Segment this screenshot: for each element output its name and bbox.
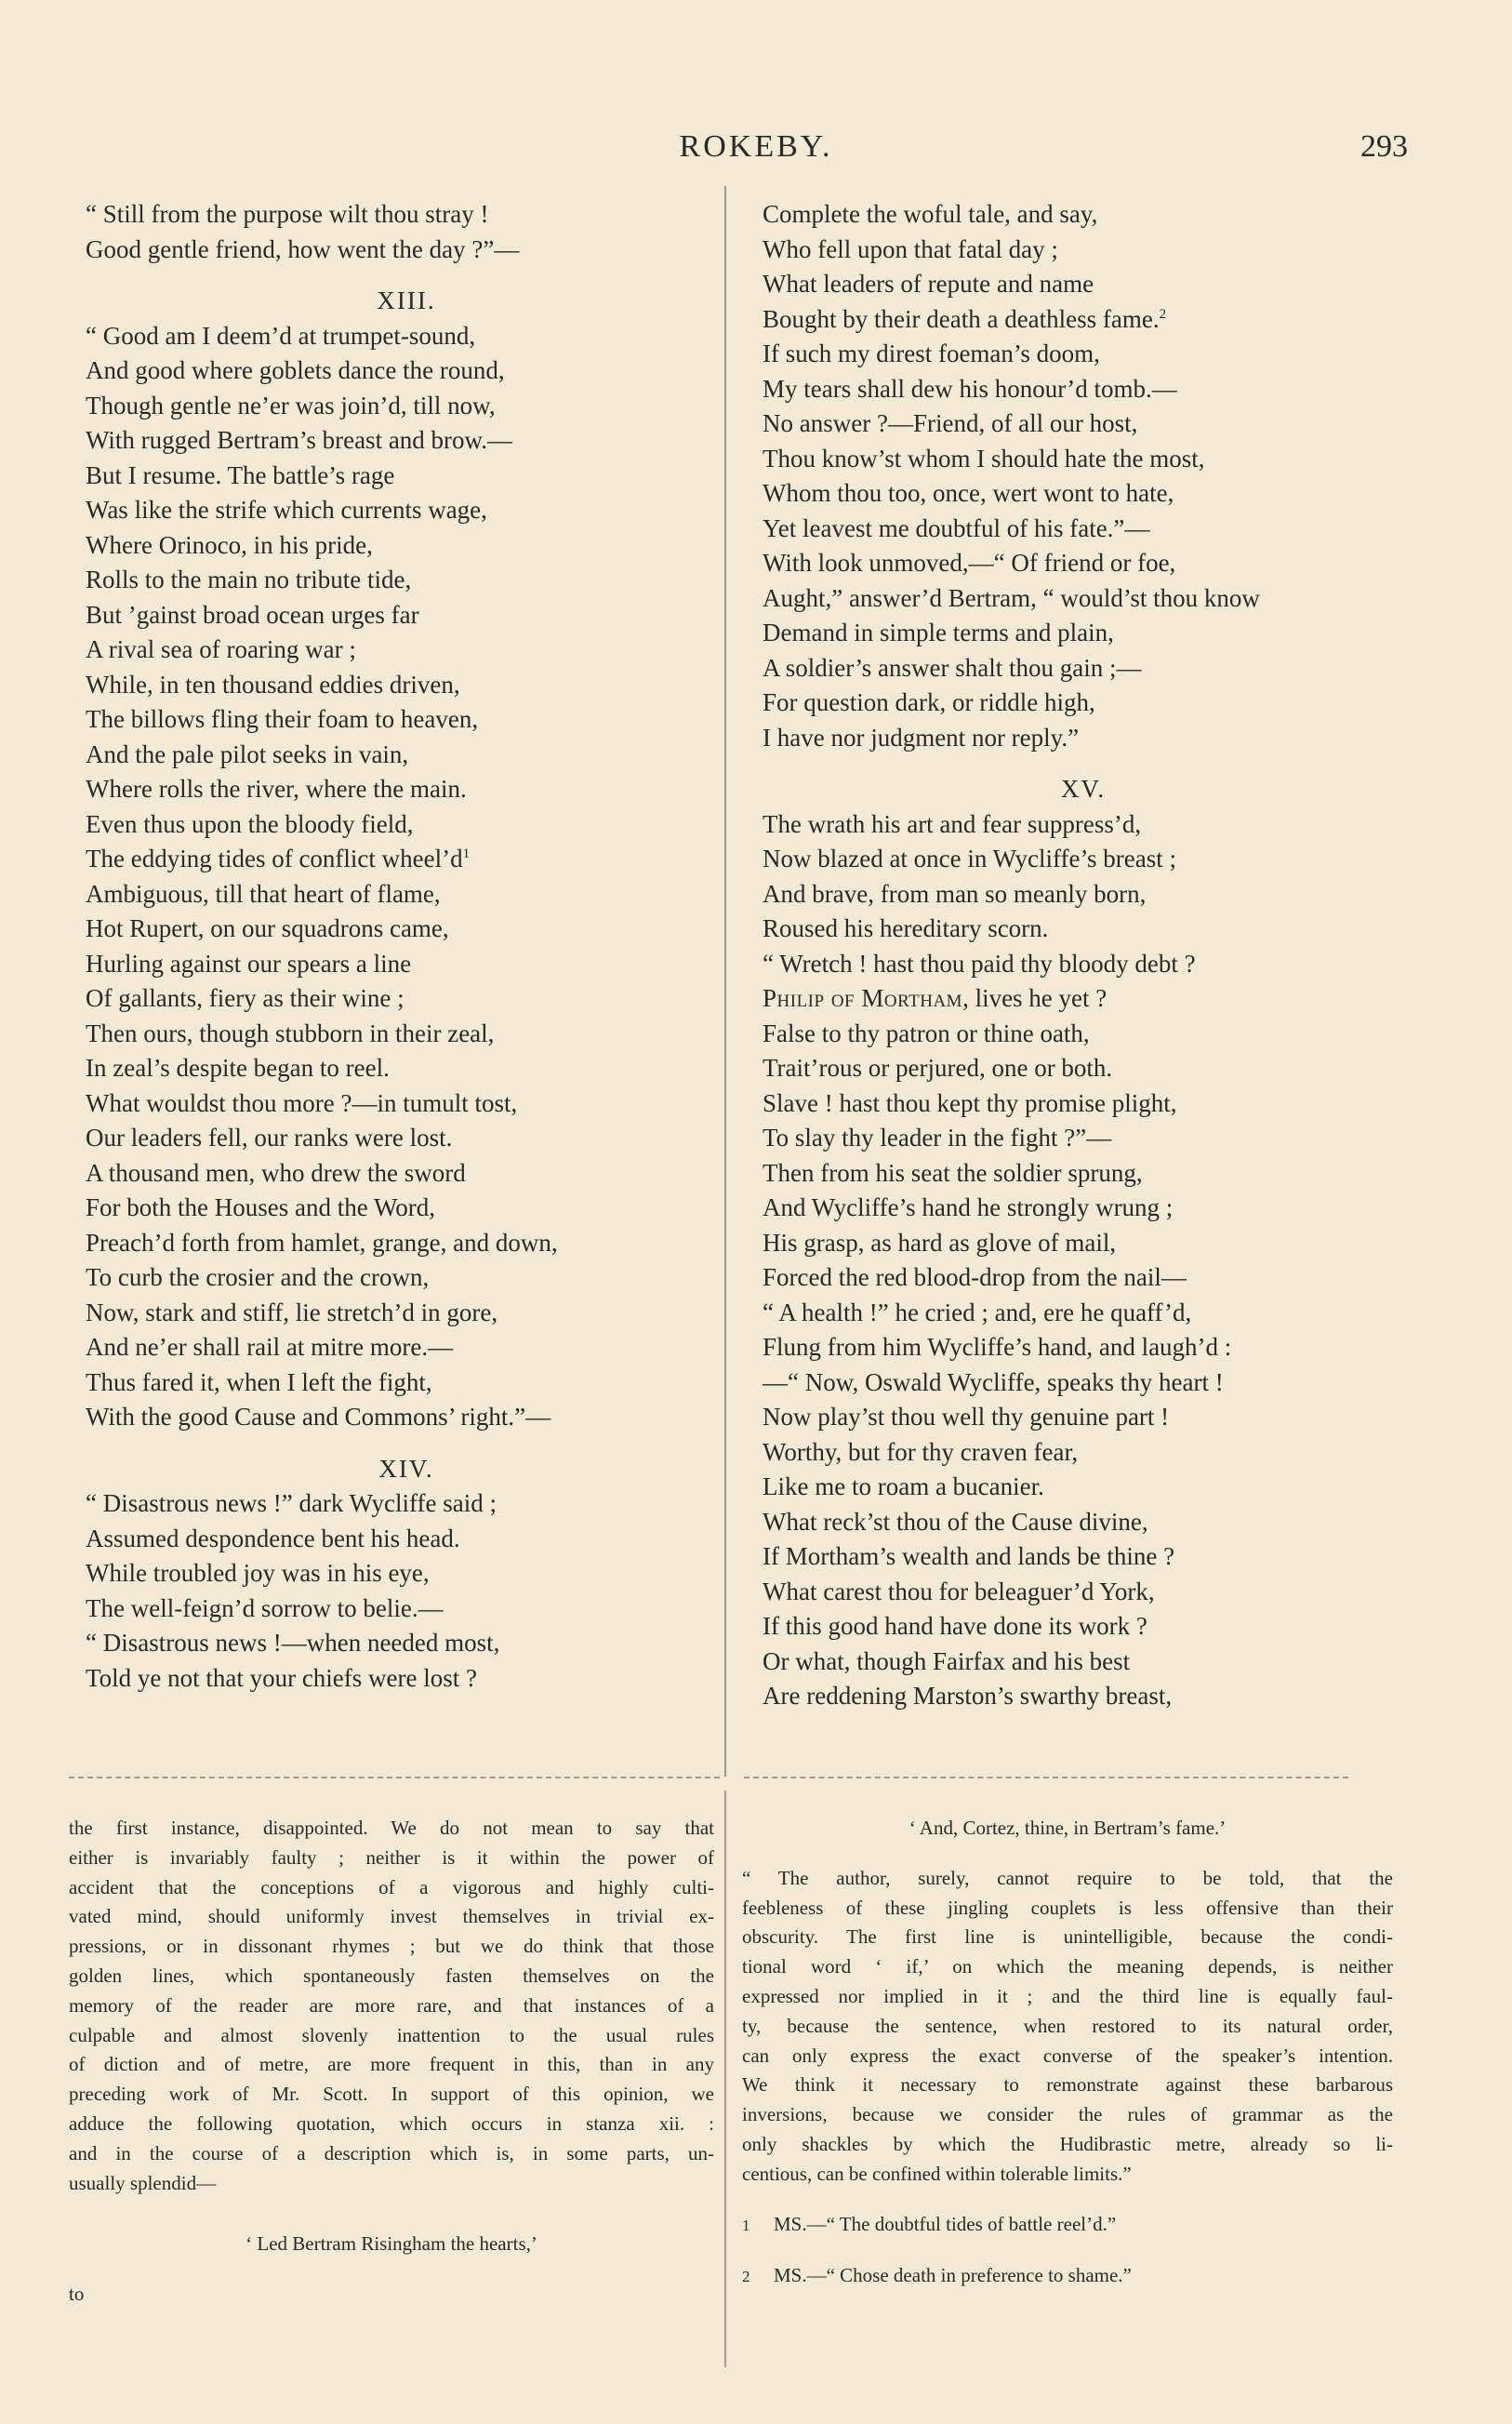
footnote-line: can only express the exact converse of the speaker’s intention.: [742, 2044, 1393, 2067]
verse-line: While, in ten thousand eddies driven,: [86, 670, 460, 699]
footnote-line: “ The author, surely, cannot require to be told, that the: [742, 1866, 1393, 1889]
verse-line: For question dark, or riddle high,: [763, 688, 1095, 716]
stanza-heading-xiv: XIV.: [378, 1454, 434, 1483]
footnote-notes: [742, 2210, 1393, 2292]
footnote-line: and in the course of a description which is, in some parts, un-: [69, 2141, 714, 2164]
verse-line: In zeal’s despite began to reel.: [86, 1054, 390, 1082]
verse-line: Where rolls the river, where the main.: [86, 775, 467, 803]
verse-line: “ Disastrous news !—when needed most,: [86, 1629, 500, 1657]
footnote-rule-left: [69, 1777, 720, 1778]
footnote-line: of diction and of metre, are more frequent in this, than in any: [69, 2053, 714, 2076]
footnote-line: expressed nor implied in it ; and the third line is equally faul-: [742, 1984, 1393, 2007]
verse-line: With rugged Bertram’s breast and brow.—: [86, 426, 513, 454]
verse-line: What wouldst thou more ?—in tumult tost,: [86, 1088, 518, 1117]
footnote-line: memory of the reader are more rare, and that instances of a: [69, 1993, 714, 2017]
stanza-xv-body-b: [763, 1017, 1404, 1714]
footnote-line: feebleness of these jingling couplets is less offensive than their: [742, 1896, 1393, 1919]
verse-line: No answer ?—Friend, of all our host,: [763, 409, 1138, 437]
stanza-xiv-continuation: [763, 197, 1404, 755]
footnote-line: centious, can be confined within tolerable limits.”: [742, 2162, 1132, 2185]
footnote-quote: ‘ And, Cortez, thine, in Bertram’s fame.’: [909, 1817, 1227, 1839]
verse-line: Though gentle ne’er was join’d, till now,: [86, 391, 496, 420]
verse-line: Told ye not that your chiefs were lost ?: [86, 1663, 477, 1692]
footnote-ref-2: 2: [1159, 306, 1167, 322]
verse-line: Assumed despondence bent his head.: [86, 1524, 460, 1552]
footnote-line: tional word ‘ if,’ on which the meaning depends, is neither: [742, 1955, 1393, 1978]
running-title: ROKEBY.: [679, 129, 833, 164]
footnotes-left: [69, 1814, 714, 2310]
poem-column-right: [763, 197, 1404, 1714]
verse-line: Flung from him Wycliffe’s hand, and laugh’d :: [763, 1333, 1232, 1361]
verse-line: Where Orinoco, in his pride,: [86, 530, 373, 559]
verse-line: False to thy patron or thine oath,: [763, 1019, 1090, 1047]
verse-line: And good where goblets dance the round,: [86, 356, 505, 384]
verse-line: If this good hand have done its work ?: [763, 1612, 1147, 1640]
footnote-line: preceding work of Mr. Scott. In support of this opinion, we: [69, 2083, 714, 2106]
verse-line: Thou know’st whom I should hate the most,: [763, 444, 1205, 473]
verse-line: “ A health !” he cried ; and, ere he quaff’d,: [763, 1298, 1192, 1326]
catchword: to: [69, 2283, 85, 2306]
footnote-text: MS.—“ Chose death in preference to shame.”: [774, 2264, 1132, 2287]
footnote-rule-right: [744, 1777, 1348, 1778]
page-number: 293: [1360, 129, 1408, 164]
verse-line: Even thus upon the bloody field,: [86, 809, 414, 838]
footnote-line: either is invariably faulty ; neither is it within the power of: [69, 1845, 714, 1869]
verse-line: With look unmoved,—“ Of friend or foe,: [763, 549, 1176, 577]
footnote-line: accident that the conceptions of a vigorous and highly culti-: [69, 1875, 714, 1898]
footnote-line: usually splendid—: [69, 2171, 217, 2194]
verse-line: Hurling against our spears a line: [86, 949, 412, 978]
footnote-ref-1: 1: [462, 846, 471, 861]
verse-line: “ Disastrous news !” dark Wycliffe said ;: [86, 1489, 497, 1517]
verse-line: My tears shall dew his honour’d tomb.—: [763, 374, 1177, 403]
verse-line: Preach’d forth from hamlet, grange, and down,: [86, 1228, 558, 1257]
verse-line: Philip of Mortham, lives he yet ?: [763, 984, 1107, 1012]
stanza-xiii-body: [86, 319, 727, 1435]
verse-line: Demand in simple terms and plain,: [763, 619, 1114, 646]
verse-line: A soldier’s answer shalt thou gain ;—: [763, 653, 1142, 682]
footnote-paragraph: [69, 1814, 714, 2198]
verse-line: Complete the woful tale, and say,: [763, 200, 1098, 228]
verse-line: And Wycliffe’s hand he strongly wrung ;: [763, 1193, 1174, 1221]
verse-line: The well-feign’d sorrow to belie.—: [86, 1593, 444, 1622]
verse-line: A thousand men, who drew the sword: [86, 1158, 466, 1187]
stanza-heading-xv: XV.: [1060, 775, 1107, 803]
verse-line: And brave, from man so meanly born,: [763, 879, 1147, 908]
footnote-line: inversions, because we consider the rules of grammar as the: [742, 2103, 1393, 2126]
footnote-note: [742, 2210, 1393, 2240]
verse-line: —“ Now, Oswald Wycliffe, speaks thy heart !: [763, 1367, 1224, 1396]
verse-line: Of gallants, fiery as their wine ;: [86, 984, 405, 1012]
verse-line: Good gentle friend, how went the day ?”—: [86, 234, 520, 263]
verse-line: To slay thy leader in the fight ?”—: [763, 1124, 1112, 1152]
verse-line: Aught,” answer’d Bertram, “ would’st thou know: [763, 583, 1260, 612]
footnote-number: 2: [742, 2268, 750, 2286]
verse-line: And ne’er shall rail at mitre more.—: [86, 1333, 454, 1361]
stanza-heading-xiii: XIII.: [377, 286, 436, 314]
verse-line: His grasp, as hard as glove of mail,: [763, 1228, 1117, 1257]
verse-line: “ Good am I deem’d at trumpet-sound,: [86, 321, 476, 350]
verse-line: The wrath his art and fear suppress’d,: [763, 809, 1142, 838]
verse-line: Hot Rupert, on our squadrons came,: [86, 914, 449, 942]
verse-line: While troubled joy was in his eye,: [86, 1559, 430, 1587]
poem-column-left: [86, 197, 727, 1696]
verse-line: A rival sea of roaring war ;: [86, 635, 356, 663]
footnote-paragraph: [742, 1864, 1393, 2190]
verse-line: But ’gainst broad ocean urges far: [86, 600, 419, 629]
footnotes-right: [742, 1814, 1393, 2291]
verse-line: Worthy, but for thy craven fear,: [763, 1437, 1079, 1466]
verse-line: Rolls to the main no tribute tide,: [86, 566, 412, 593]
verse-line: Who fell upon that fatal day ;: [763, 234, 1058, 263]
verse-line: Or what, though Fairfax and his best: [763, 1646, 1131, 1675]
verse-line: Bought by their death a deathless fame.$^2$: [763, 304, 1167, 333]
footnote-quote: ‘ Led Bertram Risingham the hearts,’: [245, 2232, 537, 2256]
footnote-line: adduce the following quotation, which occurs in stanza xii. :: [69, 2111, 714, 2135]
footnote-line: We think it necessary to remonstrate against these barbarous: [742, 2073, 1393, 2097]
footnote-line: only shackles by which the Hudibrastic metre, already so li-: [742, 2132, 1393, 2155]
verse-line: Like me to roam a bucanier.: [763, 1472, 1044, 1500]
footnote-line: golden lines, which spontaneously fasten themselves on the: [69, 1964, 714, 1987]
verse-line: Then from his seat the soldier sprung,: [763, 1158, 1143, 1187]
footnote-number: 1: [742, 2216, 750, 2234]
footnote-column-divider: [724, 1791, 726, 2367]
verse-line: Was like the strife which currents wage,: [86, 496, 487, 524]
verse-line: Now blazed at once in Wycliffe’s breast ;: [763, 845, 1176, 872]
footnote-line: the first instance, disappointed. We do not mean to say that: [69, 1817, 714, 1839]
verse-line: The billows fling their foam to heaven,: [86, 705, 479, 733]
verse-line: Slave ! hast thou kept thy promise plight,: [763, 1088, 1177, 1117]
verse-line: But I resume. The battle’s rage: [86, 460, 395, 489]
verse-line: Thus fared it, when I left the fight,: [86, 1367, 432, 1396]
verse-line: Forced the red blood-drop from the nail—: [763, 1263, 1187, 1291]
verse-line: If such my direst foeman’s doom,: [763, 340, 1100, 367]
verse-line: I have nor judgment nor reply.”: [763, 723, 1080, 752]
verse-line: With the good Cause and Commons’ right.”—: [86, 1403, 551, 1431]
verse-line: Ambiguous, till that heart of flame,: [86, 879, 441, 908]
verse-line: Are reddening Marston’s swarthy breast,: [763, 1682, 1173, 1710]
verse-line: To curb the crosier and the crown,: [86, 1263, 430, 1291]
footnote-line: obscurity. The first line is unintelligible, because the condi-: [742, 1925, 1393, 1949]
footnote-text: MS.—“ The doubtful tides of battle reel’d.”: [774, 2212, 1117, 2235]
verse-line: What reck’st thou of the Cause divine,: [763, 1507, 1148, 1536]
footnote-line: culpable and almost slovenly inattention to the usual rules: [69, 2023, 714, 2046]
footnote-line: vated mind, should uniformly invest themselves in trivial ex-: [69, 1905, 714, 1928]
verse-line: Roused his hereditary scorn.: [763, 914, 1049, 942]
footnote-line: ty, because the sentence, when restored to its natural order,: [742, 2014, 1393, 2037]
verse-line: For both the Houses and the Word,: [86, 1193, 436, 1221]
footnote-line: pressions, or in dissonant rhymes ; but we do think that those: [69, 1935, 714, 1958]
verse-line: Trait’rous or perjured, one or both.: [763, 1054, 1113, 1082]
verse-line: Whom thou too, once, wert wont to hate,: [763, 479, 1174, 507]
verse-line: Now, stark and stiff, lie stretch’d in gore,: [86, 1298, 498, 1326]
verse-line: What carest thou for beleaguer’d York,: [763, 1577, 1155, 1605]
verse-line: Now play’st thou well thy genuine part !: [763, 1403, 1170, 1431]
verse-line: “ Still from the purpose wilt thou stray !: [86, 200, 489, 228]
verse-line: Our leaders fell, our ranks were lost.: [86, 1124, 453, 1152]
stanza-xiv-body: [86, 1486, 727, 1696]
verse-line: What leaders of repute and name: [763, 270, 1094, 298]
name-philip-of-mortham: Philip of Mortham: [763, 984, 963, 1012]
verse-line: The eddying tides of conflict $wheel’d^1$: [86, 845, 471, 872]
verse-line: And the pale pilot seeks in vain,: [86, 739, 409, 768]
verse-line: Yet leavest me doubtful of his fate.”—: [763, 513, 1150, 542]
footnote-note: [742, 2261, 1393, 2291]
verse-line: If Mortham’s wealth and lands be thine ?: [763, 1542, 1175, 1570]
verse-line: Then ours, though stubborn in their zeal,: [86, 1019, 495, 1047]
stanza-xv-body-a: [763, 807, 1404, 982]
verse-line: “ Wretch ! hast thou paid thy bloody debt ?: [763, 949, 1196, 978]
